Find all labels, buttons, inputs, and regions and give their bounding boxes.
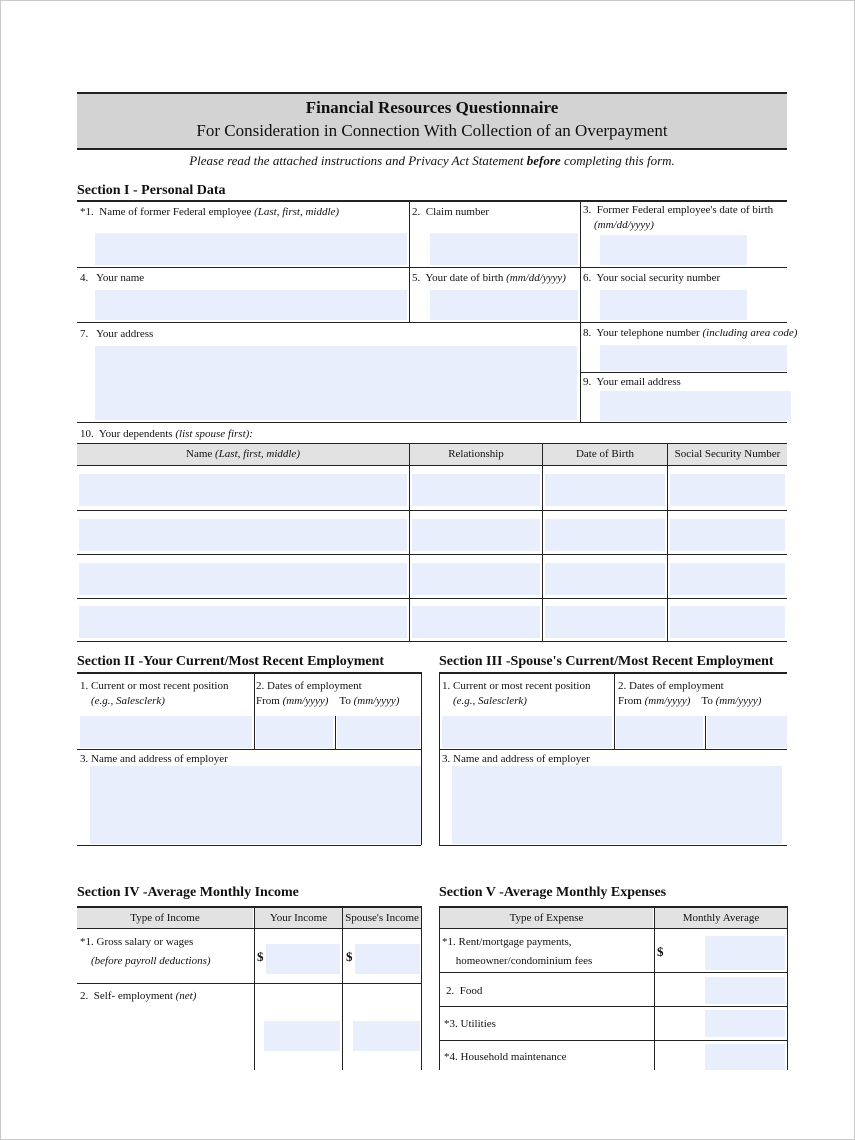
your-dob-input[interactable]	[430, 290, 578, 320]
dependent-3-ssn-input[interactable]	[670, 563, 785, 595]
section-1-title: Section I - Personal Data	[77, 183, 226, 198]
dependent-1-name-input[interactable]	[79, 474, 407, 506]
dependents-col-ssn: Social Security Number	[668, 444, 787, 465]
dependent-4-name-input[interactable]	[79, 606, 407, 638]
dependent-4-dob-input[interactable]	[545, 606, 665, 638]
s3-position-input[interactable]	[442, 716, 612, 748]
household-maintenance-input[interactable]	[705, 1044, 785, 1070]
divider	[77, 749, 421, 750]
divider	[77, 983, 421, 984]
s2-field-2-label: 2. Dates of employment From (mm/yyyy) To (mm/yyyy)	[256, 680, 400, 707]
divider	[77, 267, 787, 268]
former-employee-dob-input[interactable]	[600, 235, 747, 265]
divider	[77, 554, 787, 555]
divider	[654, 906, 655, 1070]
claim-number-input[interactable]	[430, 233, 578, 265]
field-2-label: 2. Claim number	[412, 206, 489, 218]
s3-field-3-label: 3. Name and address of employer	[442, 753, 590, 765]
section-5-title: Section V -Average Monthly Expenses	[439, 885, 667, 900]
divider	[77, 510, 787, 511]
form-instruction: Please read the attached instructions and Privacy Act Statement before completing this form.	[189, 153, 675, 168]
dependents-col-name: Name (Last, first, middle)	[77, 444, 409, 465]
food-input[interactable]	[705, 977, 785, 1004]
divider	[77, 422, 787, 423]
expense-col-avg: Monthly Average	[655, 908, 787, 928]
s3-from-input[interactable]	[616, 716, 703, 748]
your-self-employment-input[interactable]	[264, 1021, 340, 1051]
spouse-gross-salary-input[interactable]	[355, 944, 420, 974]
divider	[421, 672, 422, 845]
field-5-label: 5. Your date of birth (mm/dd/yyyy)	[412, 272, 566, 284]
expense-row-4-label: *4. Household maintenance	[444, 1051, 567, 1063]
divider	[439, 972, 787, 973]
divider	[614, 672, 615, 749]
divider	[77, 200, 787, 202]
divider	[439, 1040, 787, 1041]
your-address-input[interactable]	[95, 346, 577, 420]
income-col-type: Type of Income	[77, 908, 253, 928]
divider	[77, 672, 421, 674]
s3-to-input[interactable]	[707, 716, 787, 748]
divider	[580, 372, 787, 373]
expense-row-1-currency: $	[657, 944, 664, 959]
income-row-1-label: *1. Gross salary or wages (before payroll deductions)	[80, 936, 211, 967]
divider	[77, 465, 787, 466]
s3-field-1-label: 1. Current or most recent position (e.g., Salesclerk)	[442, 680, 591, 707]
income-row-1-spouse-currency: $	[346, 949, 353, 964]
divider	[335, 716, 336, 749]
divider	[580, 267, 581, 322]
s2-position-input[interactable]	[80, 716, 252, 748]
divider	[439, 672, 787, 674]
dependent-3-relationship-input[interactable]	[412, 563, 540, 595]
divider	[77, 322, 787, 323]
your-name-input[interactable]	[95, 290, 407, 320]
income-row-1-your-currency: $	[257, 949, 264, 964]
utilities-input[interactable]	[705, 1010, 785, 1037]
field-1-label: *1. Name of former Federal employee (Last, first, middle)	[80, 206, 340, 218]
divider	[421, 906, 422, 1070]
dependent-3-dob-input[interactable]	[545, 563, 665, 595]
section-4-title: Section IV -Average Monthly Income	[77, 885, 299, 900]
s2-field-3-label: 3. Name and address of employer	[80, 753, 228, 765]
income-col-spouse: Spouse's Income	[343, 908, 421, 928]
spouse-self-employment-input[interactable]	[353, 1021, 420, 1051]
form-title: Financial Resources Questionnaire	[305, 98, 559, 117]
rent-mortgage-input[interactable]	[705, 936, 785, 970]
s2-employer-input[interactable]	[90, 766, 421, 844]
dependent-1-dob-input[interactable]	[545, 474, 665, 506]
divider	[439, 1006, 787, 1007]
divider	[254, 906, 255, 1070]
dependent-2-relationship-input[interactable]	[412, 519, 540, 551]
your-ssn-input[interactable]	[600, 290, 747, 320]
your-email-input[interactable]	[600, 391, 791, 421]
field-3-label: 3. Former Federal employee's date of birth (mm/dd/yyyy)	[583, 204, 774, 231]
s2-field-1-label: 1. Current or most recent position (e.g., Salesclerk)	[80, 680, 229, 707]
divider	[705, 716, 706, 749]
field-4-label: 4. Your name	[80, 272, 145, 284]
divider	[667, 443, 668, 641]
field-9-label: 9. Your email address	[583, 376, 681, 388]
divider	[77, 598, 787, 599]
your-gross-salary-input[interactable]	[266, 944, 340, 974]
field-7-label: 7. Your address	[80, 328, 154, 340]
your-telephone-input[interactable]	[600, 345, 787, 371]
former-employee-name-input[interactable]	[95, 233, 407, 265]
divider	[342, 906, 343, 1070]
divider	[787, 906, 788, 1070]
divider	[542, 443, 543, 641]
dependents-col-dob: Date of Birth	[543, 444, 667, 465]
form-header	[77, 92, 787, 150]
dependent-3-name-input[interactable]	[79, 563, 407, 595]
divider	[439, 906, 440, 1070]
dependent-4-relationship-input[interactable]	[412, 606, 540, 638]
income-col-your: Your Income	[255, 908, 342, 928]
dependent-1-ssn-input[interactable]	[670, 474, 785, 506]
dependent-4-ssn-input[interactable]	[670, 606, 785, 638]
divider	[409, 200, 410, 267]
divider	[439, 672, 440, 845]
expense-row-3-label: *3. Utilities	[444, 1018, 496, 1030]
divider	[409, 443, 410, 641]
divider	[439, 749, 787, 750]
dependents-col-relationship: Relationship	[410, 444, 542, 465]
income-row-2-label: 2. Self- employment (net)	[80, 990, 197, 1002]
s3-employer-input[interactable]	[452, 766, 782, 844]
dependent-2-ssn-input[interactable]	[670, 519, 785, 551]
divider	[580, 200, 581, 267]
field-8-label: 8. Your telephone number (including area code)	[583, 327, 798, 339]
expense-row-1-label: *1. Rent/mortgage payments, homeowner/condominium fees	[442, 936, 593, 967]
section-3-title: Section III -Spouse's Current/Most Recent Employment	[439, 654, 774, 669]
divider	[77, 641, 787, 642]
form-subtitle: For Consideration in Connection With Collection of an Overpayment	[196, 121, 668, 140]
divider	[77, 928, 421, 929]
expense-col-type: Type of Expense	[440, 908, 653, 928]
s3-field-2-label: 2. Dates of employment From (mm/yyyy) To (mm/yyyy)	[618, 680, 762, 707]
divider	[77, 845, 421, 846]
expense-row-2-label: 2. Food	[446, 985, 483, 997]
field-10-label: 10. Your dependents (list spouse first):	[80, 428, 253, 440]
dependent-1-relationship-input[interactable]	[412, 474, 540, 506]
dependent-2-dob-input[interactable]	[545, 519, 665, 551]
s2-to-input[interactable]	[337, 716, 420, 748]
divider	[439, 845, 787, 846]
s2-from-input[interactable]	[256, 716, 333, 748]
divider	[409, 267, 410, 322]
field-6-label: 6. Your social security number	[583, 272, 721, 284]
section-2-title: Section II -Your Current/Most Recent Employment	[77, 654, 385, 669]
divider	[439, 928, 787, 929]
divider	[254, 672, 255, 749]
dependent-2-name-input[interactable]	[79, 519, 407, 551]
